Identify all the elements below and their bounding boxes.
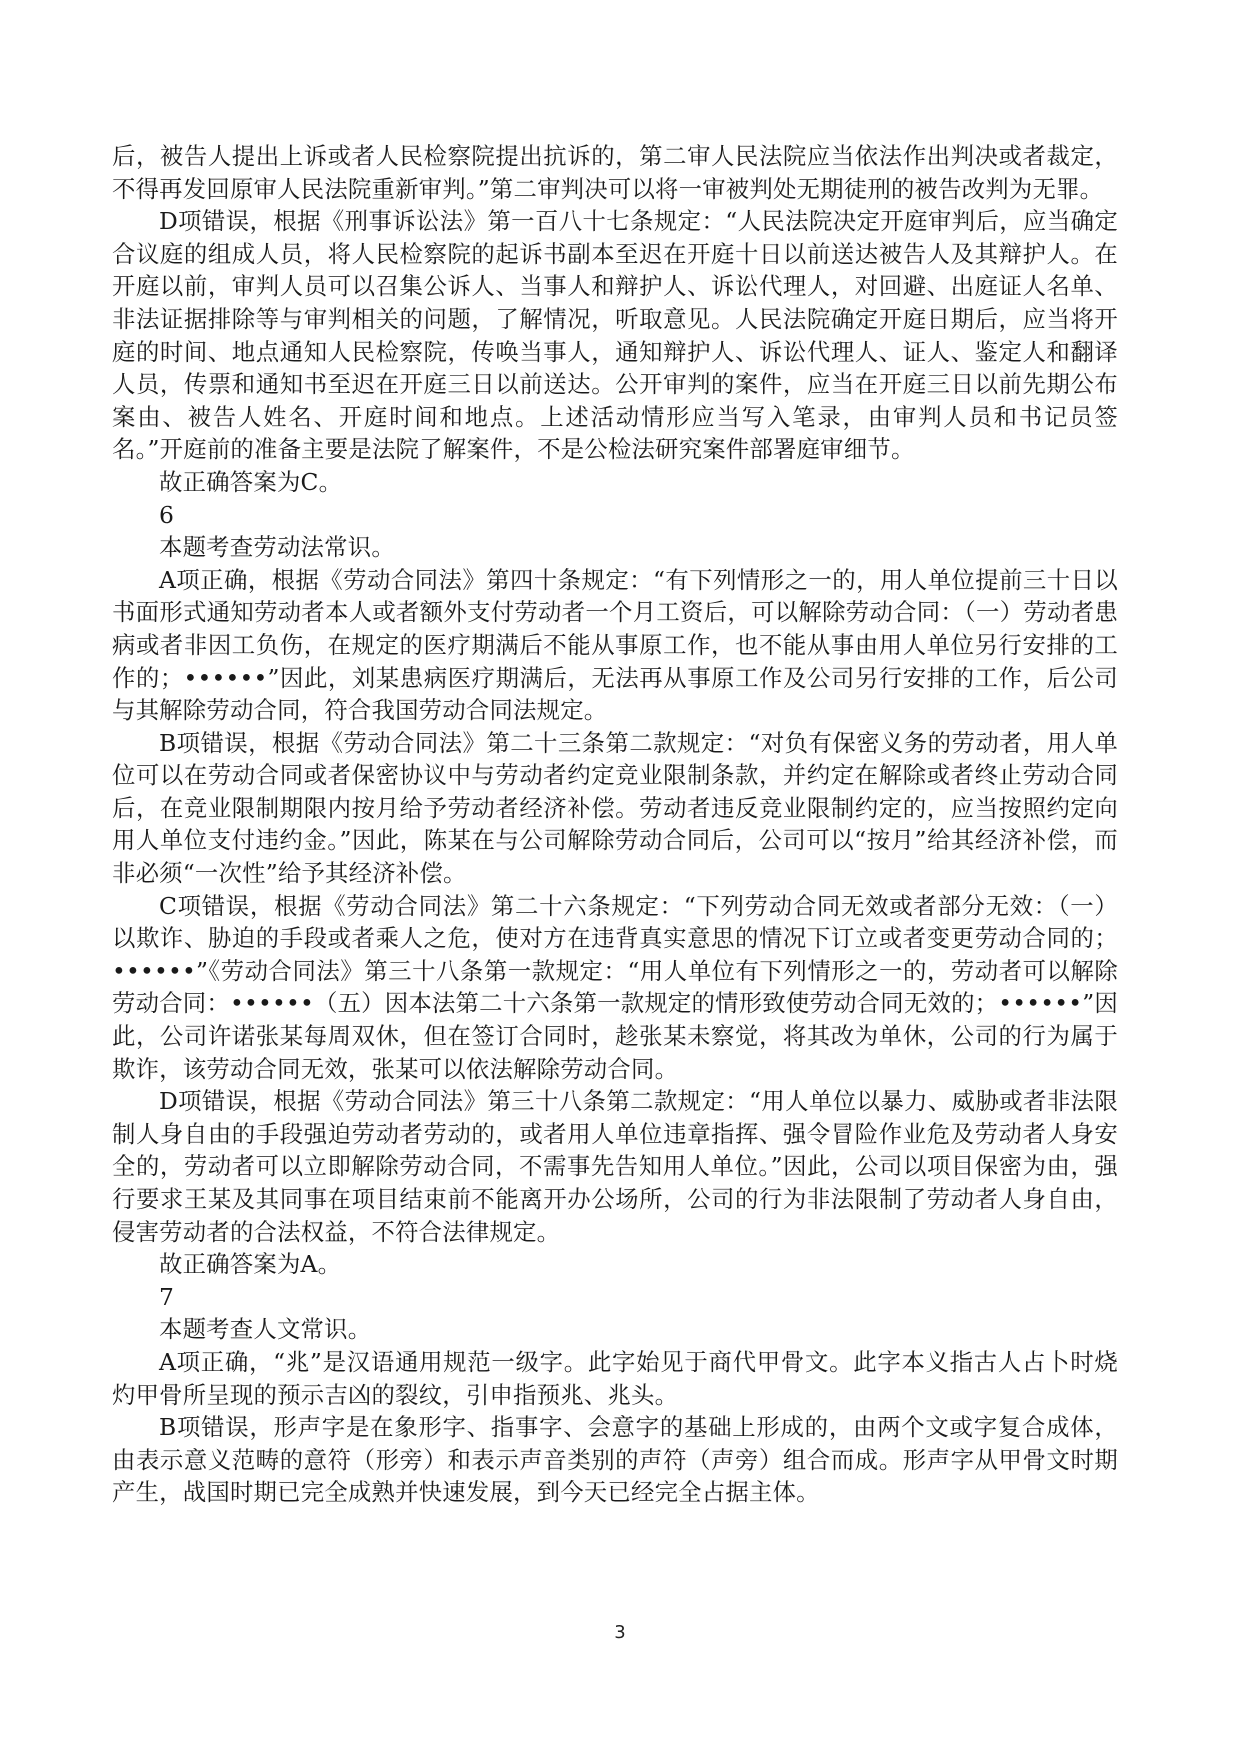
paragraph-continued-judgment: 后，被告人提出上诉或者人民检察院提出抗诉的，第二审人民法院应当依法作出判决或者裁定，不得再发回原审人民法院重新审判。”第二审判决可以将一审被判处无期徒刑的被告改判为无罪。: [112, 142, 1118, 203]
question-number-6: 6: [159, 500, 175, 529]
page-number: 3: [614, 1622, 626, 1643]
topic-line-q7: 本题考查人文常识。: [159, 1315, 372, 1344]
answer-line-q6: 故正确答案为A。: [159, 1250, 342, 1279]
paragraph-option-d-criminal-procedure: D项错误，根据《刑事诉讼法》第一百八十七条规定：“人民法院决定开庭审判后，应当确定合议庭的组成人员，将人民检察院的起诉书副本至迟在开庭十日以前送达被告人及其辩护人。在开庭以前，审判人员可以召集公诉人、当事人和辩护人、诉讼代理人，对回避、出庭证人名单、非法证据排除等与审判相关的问题，了解情况，听取意见。人民法院确定开庭日期后，应当将开庭的时间、地点通知人民检察院，传唤当事人，通知辩护人、诉讼代理人、证人、鉴定人和翻译人员，传票和通知书至迟在开庭三日以前送达。公开审判的案件，应当在开庭三日以前先期公布案由、被告人姓名、开庭时间和地点。上述活动情形应当写入笔录，由审判人员和书记员签名。”开庭前的准备主要是法院了解案件，不是公检法研究案件部署庭审细节。: [112, 207, 1118, 464]
paragraph-q6-option-c: C项错误，根据《劳动合同法》第二十六条规定：“下列劳动合同无效或者部分无效：（一）以欺诈、胁迫的手段或者乘人之危，使对方在违背真实意思的情况下订立或者变更劳动合同的；••••••”《劳动合同法》第三十八条第一款规定：“用人单位有下列情形之一的，劳动者可以解除劳动合同：••••••（五）因本法第二十六条第一款规定的情形致使劳动合同无效的；••••••”因此，公司许诺张某每周双休，但在签订合同时，趁张某未察觉，将其改为单休，公司的行为属于欺诈，该劳动合同无效，张某可以依法解除劳动合同。: [112, 891, 1118, 1083]
paragraph-q6-option-a: A项正确，根据《劳动合同法》第四十条规定：“有下列情形之一的，用人单位提前三十日以书面形式通知劳动者本人或者额外支付劳动者一个月工资后，可以解除劳动合同：（一）劳动者患病或者非因工负伤，在规定的医疗期满后不能从事原工作，也不能从事由用人单位另行安排的工作的；••••••”因此，刘某患病医疗期满后，无法再从事原工作及公司另行安排的工作，后公司与其解除劳动合同，符合我国劳动合同法规定。: [112, 565, 1118, 725]
paragraph-q6-option-d: D项错误，根据《劳动合同法》第三十八条第二款规定：“用人单位以暴力、威胁或者非法限制人身自由的手段强迫劳动者劳动的，或者用人单位违章指挥、强令冒险作业危及劳动者人身安全的，劳动者可以立即解除劳动合同，不需事先告知用人单位。”因此，公司以项目保密为由，强行要求王某及其同事在项目结束前不能离开办公场所，公司的行为非法限制了劳动者人身自由，侵害劳动者的合法权益，不符合法律规定。: [112, 1087, 1118, 1246]
question-number-7: 7: [159, 1282, 175, 1311]
paragraph-q7-option-a: A项正确，“兆”是汉语通用规范一级字。此字始见于商代甲骨文。此字本义指古人占卜时烧灼甲骨所呈现的预示吉凶的裂纹，引申指预兆、兆头。: [112, 1347, 1118, 1409]
topic-line-q6: 本题考查劳动法常识。: [159, 533, 395, 562]
answer-line-q5: 故正确答案为C。: [159, 467, 343, 496]
document-body: [112, 140, 1118, 1509]
paragraph-q7-option-b: B项错误，形声字是在象形字、指事字、会意字的基础上形成的，由两个文或字复合成体，由表示意义范畴的意符（形旁）和表示声音类别的声符（声旁）组合而成。形声字从甲骨文时期产生，战国时期已完全成熟并快速发展，到今天已经完全占据主体。: [112, 1413, 1118, 1507]
paragraph-q6-option-b: B项错误，根据《劳动合同法》第二十三条第二款规定：“对负有保密义务的劳动者，用人单位可以在劳动合同或者保密协议中与劳动者约定竞业限制条款，并约定在解除或者终止劳动合同后，在竞业限制期限内按月给予劳动者经济补偿。劳动者违反竞业限制约定的，应当按照约定向用人单位支付违约金。”因此，陈某在与公司解除劳动合同后，公司可以“按月”给其经济补偿，而非必须“一次性”给予其经济补偿。: [112, 728, 1118, 888]
